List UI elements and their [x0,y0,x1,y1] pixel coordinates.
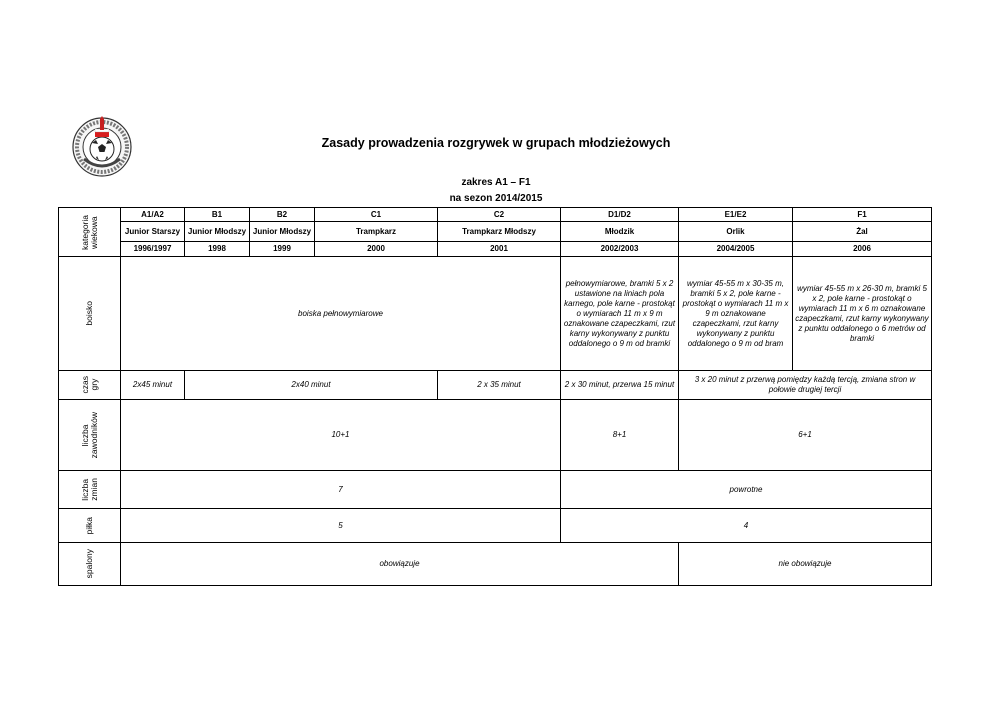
subs-row [59,471,932,509]
name-cell: Młodzik [561,222,679,242]
subs-a-c2-cell: 7 [121,471,561,509]
year-cell: 2000 [315,242,438,257]
name-cell: Żal [793,222,932,242]
year-cell: 1996/1997 [121,242,185,257]
row-label-game-time [59,371,121,400]
names-row [59,222,932,242]
players-ef-cell: 6+1 [679,400,932,471]
players-a-c2-cell: 10+1 [121,400,561,471]
code-cell: C1 [315,208,438,222]
year-cell: 2001 [438,242,561,257]
time-ef-cell: 3 x 20 minut z przerwą pomiędzy każdą tercją, zmiana stron w połowie drugiej tercji [679,371,932,400]
code-cell: C2 [438,208,561,222]
name-cell: Orlik [679,222,793,242]
years-row [59,242,932,257]
offside-row [59,543,932,586]
ball-row [59,509,932,543]
offside-ef-cell: nie obowiązuje [679,543,932,586]
rules-table [58,207,932,586]
pitch-e-cell: wymiar 45-55 m x 30-35 m, bramki 5 x 2, pole karne - prostokąt o wymiarach 11 m x 9 m oznakowane czapeczkami, rzut karny wykonywany z punktu oddalonego o 9 m od bram [679,257,793,371]
row-label-category [59,208,121,257]
year-cell: 2004/2005 [679,242,793,257]
code-cell: F1 [793,208,932,222]
name-cell: Junior Młodszy [250,222,315,242]
time-bc1-cell: 2x40 minut [185,371,438,400]
ball-a-c2-cell: 5 [121,509,561,543]
code-cell: B2 [250,208,315,222]
year-cell: 2002/2003 [561,242,679,257]
codes-row [59,208,932,222]
code-cell: D1/D2 [561,208,679,222]
time-c2-cell: 2 x 35 minut [438,371,561,400]
row-label-subs-text: liczba zmian [79,478,99,501]
row-label-players [59,400,121,471]
row-label-ball-text: piłka [84,516,94,535]
row-label-ball [59,509,121,543]
row-label-category-text: kategoria wiekowa [79,214,99,250]
row-label-offside [59,543,121,586]
code-cell: B1 [185,208,250,222]
time-d-cell: 2 x 30 minut, przerwa 15 minut [561,371,679,400]
ball-d-f-cell: 4 [561,509,932,543]
pitch-d-cell: pełnowymiarowe, bramki 5 x 2 ustawione na liniach pola karnego, pole karne - prostokąt o wymiarach 11 m x 9 m oznakowane czapeczkami, rzut karny wykonywany z punktu oddalonego o 9 m od bramki [561,257,679,371]
name-cell: Trampkarz Młodszy [438,222,561,242]
row-label-players-text: liczba zawodników [79,411,99,459]
season-subtitle: na sezon 2014/2015 [449,193,543,204]
row-label-pitch-text: boisko [84,301,94,326]
name-cell: Trampkarz [315,222,438,242]
year-cell: 2006 [793,242,932,257]
scope-subtitle: zakres A1 – F1 [461,177,531,188]
players-d-cell: 8+1 [561,400,679,471]
year-cell: 1998 [185,242,250,257]
name-cell: Junior Młodszy [185,222,250,242]
offside-a-d-cell: obowiązuje [121,543,679,586]
code-cell: A1/A2 [121,208,185,222]
time-a-cell: 2x45 minut [121,371,185,400]
row-label-game-time-text: czas gry [79,376,99,394]
pitch-full-cell: boiska pełnowymiarowe [121,257,561,371]
pitch-f-cell: wymiar 45-55 m x 26-30 m, bramki 5 x 2, pole karne - prostokąt o wymiarach 11 m x 6 m oznakowane czapeczkami, rzut karny wykonywany z punktu oddalonego o 6 metrów od bramki [793,257,932,371]
code-cell: E1/E2 [679,208,793,222]
subs-d-f-cell: powrotne [561,471,932,509]
row-label-pitch [59,257,121,371]
game-time-row [59,371,932,400]
page-title: Zasady prowadzenia rozgrywek w grupach młodzieżowych [321,136,671,150]
players-row [59,400,932,471]
pitch-row [59,257,932,371]
year-cell: 1999 [250,242,315,257]
row-label-subs [59,471,121,509]
name-cell: Junior Starszy [121,222,185,242]
row-label-offside-text: spalony [84,549,94,579]
